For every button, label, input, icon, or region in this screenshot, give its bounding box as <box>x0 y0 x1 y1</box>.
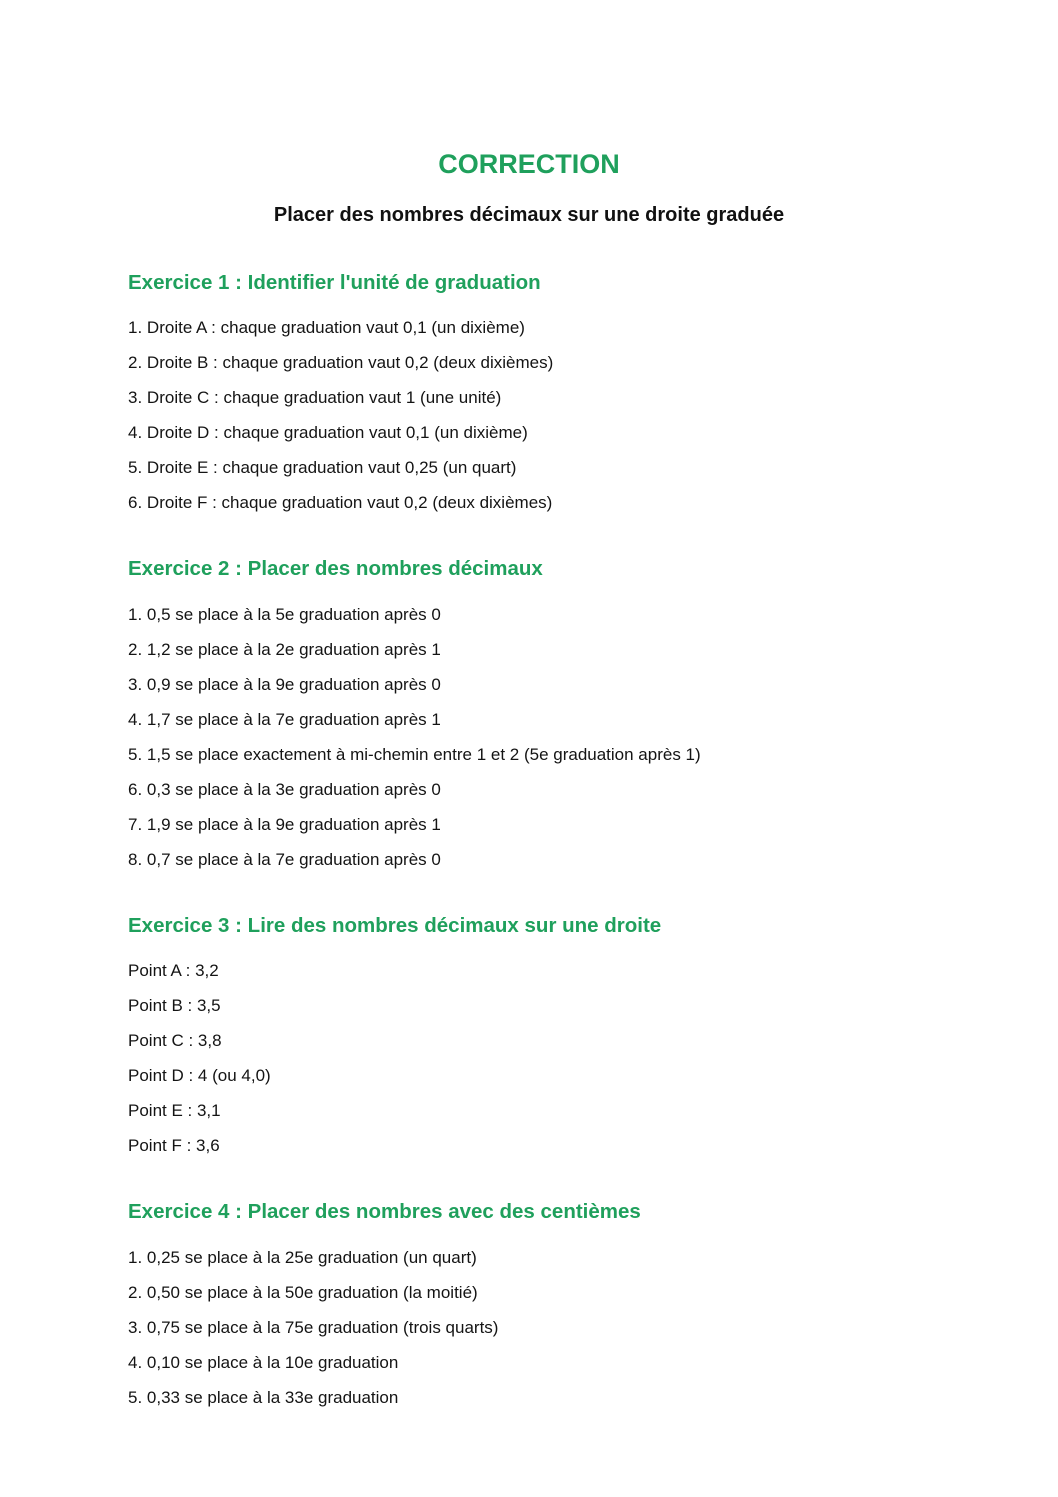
answer-item: 0,25 se place à la 25e graduation (un quart) <box>146 1247 477 1267</box>
answer-list-exercice-2 <box>128 605 930 870</box>
answer-item: Droite E : chaque graduation vaut 0,25 (un quart) <box>146 458 517 478</box>
section-heading-exercice-4: Exercice 4 : Placer des nombres avec des centièmes <box>128 1200 641 1224</box>
answer-list-exercice-4 <box>128 1248 930 1408</box>
answer-item: Droite D : chaque graduation vaut 0,1 (un dixième) <box>146 423 528 443</box>
section-exercice-1 <box>128 271 930 514</box>
answer-item: 0,75 se place à la 75e graduation (trois quarts) <box>146 1317 499 1337</box>
answer-item: 0,7 se place à la 7e graduation après 0 <box>146 849 441 869</box>
answer-item: Point B : 3,5 <box>128 996 221 1016</box>
answer-item: Point E : 3,1 <box>128 1101 221 1121</box>
answer-item: 1,5 se place exactement à mi-chemin entre 1 et 2 (5e graduation après 1) <box>146 744 701 764</box>
answer-item: Point A : 3,2 <box>128 961 219 981</box>
answer-item: Point D : 4 (ou 4,0) <box>128 1066 271 1086</box>
answer-item: Point F : 3,6 <box>128 1136 220 1156</box>
answer-item: 0,5 se place à la 5e graduation après 0 <box>146 604 441 624</box>
answer-item: 0,9 se place à la 9e graduation après 0 <box>146 674 441 694</box>
answer-item: 0,10 se place à la 10e graduation <box>146 1352 399 1372</box>
answer-item: Point C : 3,8 <box>128 1031 222 1051</box>
answer-item: Droite B : chaque graduation vaut 0,2 (deux dixièmes) <box>146 353 554 373</box>
answer-item: 1,7 se place à la 7e graduation après 1 <box>146 709 441 729</box>
answer-item: 1,9 se place à la 9e graduation après 1 <box>146 814 441 834</box>
section-heading-exercice-2: Exercice 2 : Placer des nombres décimaux <box>128 557 543 581</box>
answer-item: 0,3 se place à la 3e graduation après 0 <box>146 779 441 799</box>
answer-item: Droite A : chaque graduation vaut 0,1 (un dixième) <box>146 318 525 338</box>
page-title: CORRECTION <box>438 149 620 179</box>
answer-item: Droite C : chaque graduation vaut 1 (une unité) <box>146 388 502 408</box>
answer-list-exercice-3 <box>128 961 930 1156</box>
section-heading-exercice-1: Exercice 1 : Identifier l'unité de graduation <box>128 270 541 294</box>
answer-item: 0,50 se place à la 50e graduation (la moitié) <box>146 1282 478 1302</box>
answer-item: 0,33 se place à la 33e graduation <box>146 1387 399 1407</box>
answer-list-exercice-1 <box>128 318 930 513</box>
answer-item: 1,2 se place à la 2e graduation après 1 <box>146 639 441 659</box>
section-heading-exercice-3: Exercice 3 : Lire des nombres décimaux sur une droite <box>128 913 662 937</box>
section-exercice-2 <box>128 557 930 870</box>
section-exercice-4 <box>128 1200 930 1408</box>
section-exercice-3 <box>128 914 930 1157</box>
answer-item: Droite F : chaque graduation vaut 0,2 (deux dixièmes) <box>146 493 553 513</box>
page-subtitle: Placer des nombres décimaux sur une droite graduée <box>273 203 785 226</box>
